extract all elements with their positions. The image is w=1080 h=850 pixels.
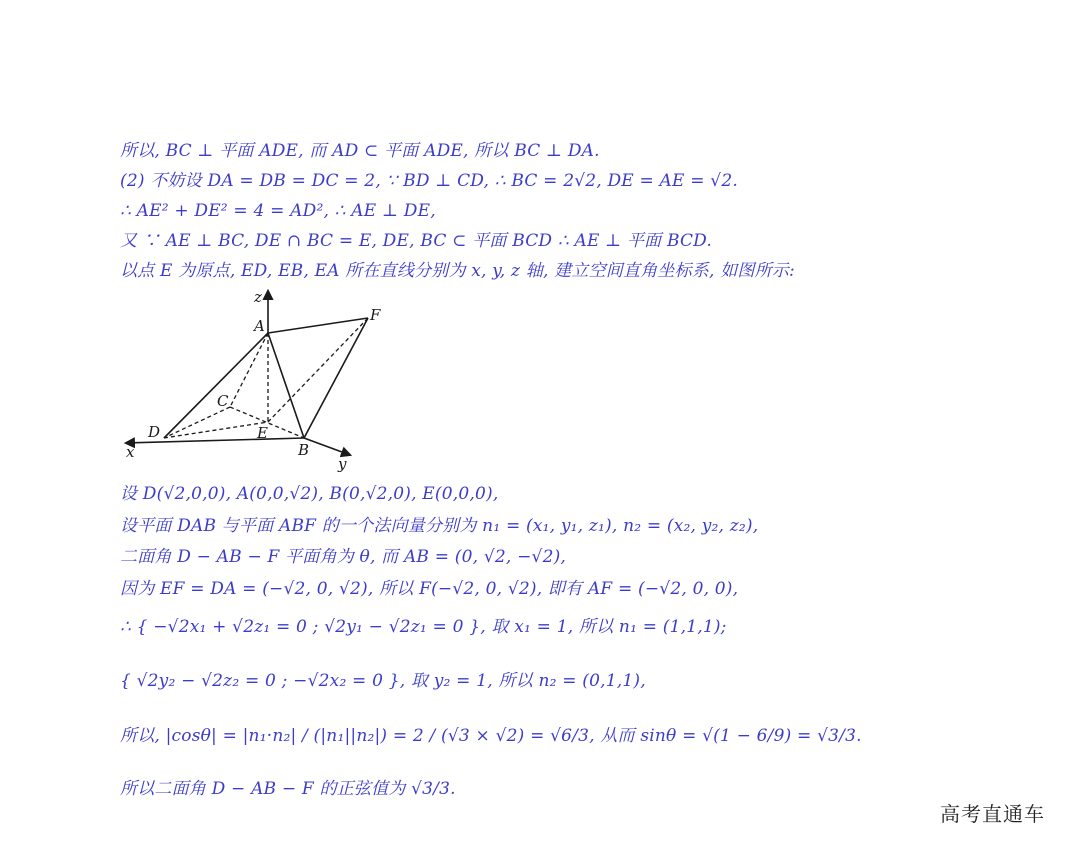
edge-AB <box>268 333 304 438</box>
edge-DE <box>164 422 268 438</box>
solution-line-11: { √2y₂ − √2z₂ = 0 ; −√2x₂ = 0 }, 取 y₂ = 1, 所以 n₂ = (0,1,1), <box>120 671 646 691</box>
label-A: A <box>254 317 265 335</box>
solution-line-12: 所以, |cosθ| = |n₁·n₂| / (|n₁||n₂|) = 2 / (√3 × √2) = √6/3, 从而 sinθ = √(1 − 6/9) = √3/3. <box>120 726 862 746</box>
edge-FB <box>304 318 368 438</box>
label-D: D <box>148 423 161 441</box>
solution-line-8: 二面角 D − AB − F 平面角为 θ, 而 AB = (0, √2, −√2), <box>120 547 567 567</box>
solution-line-4: 又 ∵ AE ⊥ BC, DE ∩ BC = E, DE, BC ⊂ 平面 BCD ∴ AE ⊥ 平面 BCD. <box>120 231 712 251</box>
solution-line-2: (2) 不妨设 DA = DB = DC = 2, ∵ BD ⊥ CD, ∴ BC = 2√2, DE = AE = √2. <box>120 171 738 191</box>
edge-CD <box>164 407 230 438</box>
watermark: 高考直通车 <box>940 802 1045 826</box>
label-E: E <box>257 424 268 442</box>
label-x: x <box>126 443 135 461</box>
solution-line-10: ∴ { −√2x₁ + √2z₁ = 0 ; √2y₁ − √2z₁ = 0 }, 取 x₁ = 1, 所以 n₁ = (1,1,1); <box>120 617 727 637</box>
label-y: y <box>338 455 347 473</box>
solution-line-13: 所以二面角 D − AB − F 的正弦值为 √3/3. <box>120 779 456 799</box>
solution-line-1: 所以, BC ⊥ 平面 ADE, 而 AD ⊂ 平面 ADE, 所以 BC ⊥ DA. <box>120 141 600 161</box>
edge-EF <box>268 318 368 422</box>
label-z: z <box>254 288 262 306</box>
edge-AF <box>268 318 368 333</box>
y-axis <box>304 438 350 455</box>
edge-DA <box>164 333 268 438</box>
solution-line-7: 设平面 DAB 与平面 ABF 的一个法向量分别为 n₁ = (x₁, y₁, z₁), n₂ = (x₂, y₂, z₂), <box>120 516 759 536</box>
label-C: C <box>217 392 229 410</box>
solution-line-6: 设 D(√2,0,0), A(0,0,√2), B(0,√2,0), E(0,0,0), <box>120 484 499 504</box>
label-B: B <box>298 441 310 459</box>
solution-line-3: ∴ AE² + DE² = 4 = AD², ∴ AE ⊥ DE, <box>120 201 436 221</box>
label-F: F <box>370 306 381 324</box>
edge-AC <box>230 333 268 407</box>
solution-line-9: 因为 EF = DA = (−√2, 0, √2), 所以 F(−√2, 0, √2), 即有 AF = (−√2, 0, 0), <box>120 579 739 599</box>
coordinate-figure <box>118 285 388 475</box>
solution-line-5: 以点 E 为原点, ED, EB, EA 所在直线分别为 x, y, z 轴, 建立空间直角坐标系, 如图所示: <box>120 261 795 281</box>
